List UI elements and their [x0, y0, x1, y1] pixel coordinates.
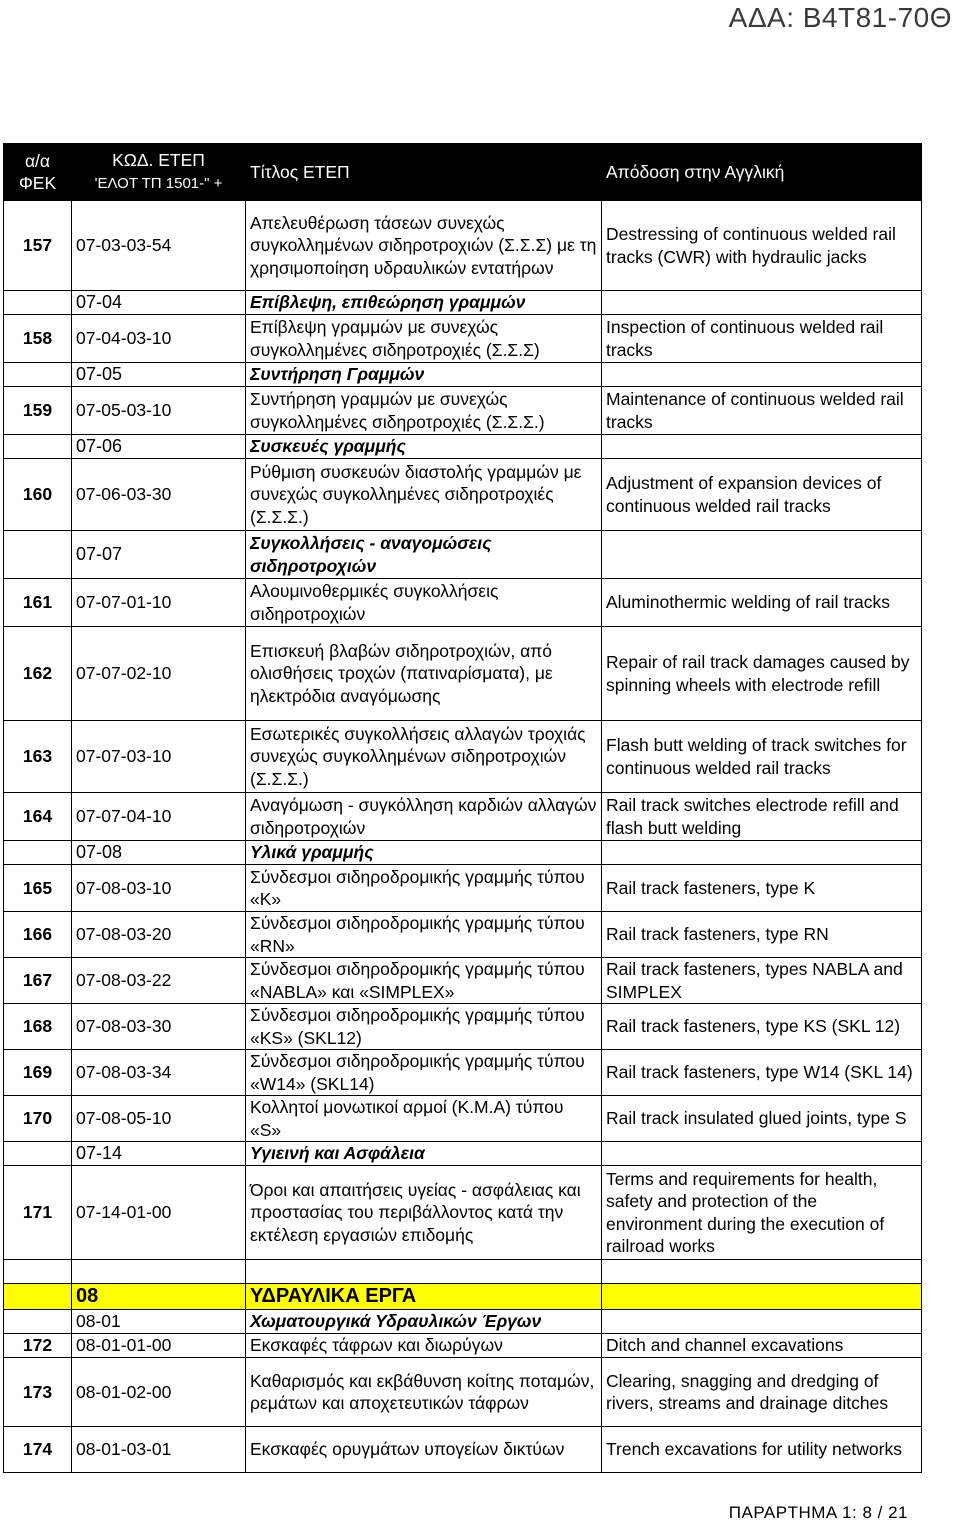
row-english: Aluminothermic welding of rail tracks	[602, 579, 922, 627]
row-english: Flash butt welding of track switches for continuous welded rail tracks	[602, 721, 922, 793]
row-title: Επισκευή βλαβών σιδηροτροχιών, από ολισθήσεις τροχών (πατιναρίσματα), με ηλεκτρόδια αναγόμωσης	[246, 627, 602, 721]
row-code: 08	[72, 1284, 246, 1310]
row-english: Terms and requirements for health, safety and protection of the environment during the execution of railroad works	[602, 1166, 922, 1260]
section-row	[4, 291, 922, 315]
row-code: 08-01-03-01	[72, 1427, 246, 1473]
etep-table	[3, 143, 922, 1473]
row-english: Trench excavations for utility networks	[602, 1427, 922, 1473]
section-row	[4, 435, 922, 459]
row-code: 07-05-03-10	[72, 387, 246, 435]
row-num: 173	[4, 1358, 72, 1427]
table-row	[4, 315, 922, 363]
row-title: Εκσκαφές τάφρων και διωρύγων	[246, 1334, 602, 1358]
header-code: ΚΩΔ. ΕΤΕΠ 'ΕΛΟΤ ΤΠ 1501-" +	[72, 144, 246, 201]
header-english: Απόδοση στην Αγγλική	[602, 144, 922, 201]
row-code: 07-07-04-10	[72, 793, 246, 841]
row-num	[4, 1310, 72, 1334]
table-row	[4, 387, 922, 435]
row-code: 08-01-01-00	[72, 1334, 246, 1358]
row-english: Rail track fasteners, type W14 (SKL 14)	[602, 1050, 922, 1096]
row-num: 158	[4, 315, 72, 363]
header-title: Τίτλος ΕΤΕΠ	[246, 144, 602, 201]
row-title: Κολλητοί μονωτικοί αρμοί (Κ.Μ.Α) τύπου «S»	[246, 1096, 602, 1142]
row-english	[602, 841, 922, 865]
table-row	[4, 579, 922, 627]
row-num	[4, 841, 72, 865]
table-row	[4, 1050, 922, 1096]
row-code: 07-05	[72, 363, 246, 387]
row-code: 07-06	[72, 435, 246, 459]
table-row	[4, 1004, 922, 1050]
row-num: 170	[4, 1096, 72, 1142]
section-row	[4, 1142, 922, 1166]
row-title: Συντήρηση Γραμμών	[246, 363, 602, 387]
row-english: Destressing of continuous welded rail tracks (CWR) with hydraulic jacks	[602, 201, 922, 291]
chapter-row	[4, 1284, 922, 1310]
row-english	[602, 291, 922, 315]
row-english: Adjustment of expansion devices of continuous welded rail tracks	[602, 459, 922, 531]
row-code: 07-07	[72, 531, 246, 579]
section-row	[4, 841, 922, 865]
row-english	[602, 1142, 922, 1166]
row-title: Αλουμινοθερμικές συγκολλήσεις σιδηροτροχιών	[246, 579, 602, 627]
row-num: 164	[4, 793, 72, 841]
row-title: Σύνδεσμοι σιδηροδρομικής γραμμής τύπου «KS» (SKL12)	[246, 1004, 602, 1050]
row-num: 174	[4, 1427, 72, 1473]
table-row	[4, 1334, 922, 1358]
row-english: Rail track fasteners, types NABLA and SIMPLEX	[602, 958, 922, 1004]
row-num	[4, 363, 72, 387]
row-num: 166	[4, 912, 72, 958]
row-num: 161	[4, 579, 72, 627]
row-title: Ρύθμιση συσκευών διαστολής γραμμών με συνεχώς συγκολλημένες σιδηροτροχιές (Σ.Σ.Σ.)	[246, 459, 602, 531]
row-code: 08-01	[72, 1310, 246, 1334]
row-code: 07-04-03-10	[72, 315, 246, 363]
row-english	[602, 1310, 922, 1334]
row-code: 07-08-03-34	[72, 1050, 246, 1096]
table-row	[4, 793, 922, 841]
row-num: 167	[4, 958, 72, 1004]
table-row	[4, 912, 922, 958]
row-num: 172	[4, 1334, 72, 1358]
table-row	[4, 201, 922, 291]
row-code: 07-07-02-10	[72, 627, 246, 721]
table-row	[4, 1358, 922, 1427]
row-english	[602, 363, 922, 387]
row-code: 07-08-05-10	[72, 1096, 246, 1142]
row-title: Χωματουργικά Υδραυλικών Έργων	[246, 1310, 602, 1334]
table-row	[4, 1166, 922, 1260]
row-num	[4, 435, 72, 459]
row-english: Ditch and channel excavations	[602, 1334, 922, 1358]
table-row	[4, 721, 922, 793]
row-num: 171	[4, 1166, 72, 1260]
row-num: 165	[4, 865, 72, 912]
row-code: 07-04	[72, 291, 246, 315]
section-row	[4, 531, 922, 579]
table-row	[4, 627, 922, 721]
spacer-row	[4, 1260, 922, 1284]
row-code: 07-14	[72, 1142, 246, 1166]
row-english	[602, 435, 922, 459]
row-num: 157	[4, 201, 72, 291]
row-english: Rail track fasteners, type RN	[602, 912, 922, 958]
row-title: ΥΔΡΑΥΛΙΚΑ ΕΡΓΑ	[246, 1284, 602, 1310]
row-code: 07-08-03-30	[72, 1004, 246, 1050]
section-row	[4, 1310, 922, 1334]
row-title: Απελευθέρωση τάσεων συνεχώς συγκολλημένων σιδηροτροχιών (Σ.Σ.Σ) με τη χρησιμοποίηση υδραυλικών εντατήρων	[246, 201, 602, 291]
row-code: 07-08-03-10	[72, 865, 246, 912]
row-code: 07-07-03-10	[72, 721, 246, 793]
header-row	[4, 144, 922, 201]
row-title: Αναγόμωση - συγκόλληση καρδιών αλλαγών σιδηροτροχιών	[246, 793, 602, 841]
row-num	[4, 291, 72, 315]
table-row	[4, 958, 922, 1004]
row-title: Όροι και απαιτήσεις υγείας - ασφάλειας και προστασίας του περιβάλλοντος κατά την εκτέλεση εργασιών επιδομής	[246, 1166, 602, 1260]
row-num: 159	[4, 387, 72, 435]
row-title: Επίβλεψη γραμμών με συνεχώς συγκολλημένες σιδηροτροχιές (Σ.Σ.Σ)	[246, 315, 602, 363]
row-english: Rail track switches electrode refill and flash butt welding	[602, 793, 922, 841]
row-title: Σύνδεσμοι σιδηροδρομικής γραμμής τύπου «NABLA» και «SIMPLEX»	[246, 958, 602, 1004]
header-num: α/α ΦΕΚ	[4, 144, 72, 201]
row-code: 07-08	[72, 841, 246, 865]
row-num	[4, 531, 72, 579]
row-title: Υλικά γραμμής	[246, 841, 602, 865]
row-title: Εσωτερικές συγκολλήσεις αλλαγών τροχιάς συνεχώς συγκολλημένων σιδηροτροχιών (Σ.Σ.Σ.)	[246, 721, 602, 793]
row-title: Συσκευές γραμμής	[246, 435, 602, 459]
row-english: Rail track fasteners, type K	[602, 865, 922, 912]
row-num: 162	[4, 627, 72, 721]
row-code: 08-01-02-00	[72, 1358, 246, 1427]
row-code: 07-07-01-10	[72, 579, 246, 627]
row-english: Rail track fasteners, type KS (SKL 12)	[602, 1004, 922, 1050]
row-title: Σύνδεσμοι σιδηροδρομικής γραμμής τύπου «K»	[246, 865, 602, 912]
row-english: Rail track insulated glued joints, type S	[602, 1096, 922, 1142]
table-row	[4, 1427, 922, 1473]
row-num: 169	[4, 1050, 72, 1096]
table-row	[4, 1096, 922, 1142]
row-num: 168	[4, 1004, 72, 1050]
row-english: Clearing, snagging and dredging of rivers, streams and drainage ditches	[602, 1358, 922, 1427]
section-row	[4, 363, 922, 387]
ada-stamp: ΑΔΑ: Β4Τ81-70Θ	[728, 2, 952, 33]
row-code: 07-14-01-00	[72, 1166, 246, 1260]
table-row	[4, 459, 922, 531]
row-title: Εκσκαφές ορυγμάτων υπογείων δικτύων	[246, 1427, 602, 1473]
row-title: Επίβλεψη, επιθεώρηση γραμμών	[246, 291, 602, 315]
row-title: Καθαρισμός και εκβάθυνση κοίτης ποταμών, ρεμάτων και αποχετευτικών τάφρων	[246, 1358, 602, 1427]
row-title: Σύνδεσμοι σιδηροδρομικής γραμμής τύπου «RN»	[246, 912, 602, 958]
row-english: Inspection of continuous welded rail tracks	[602, 315, 922, 363]
row-english	[602, 531, 922, 579]
row-code: 07-08-03-20	[72, 912, 246, 958]
page-footer: ΠΑΡΑΡΤΗΜΑ 1: 8 / 21	[728, 1503, 908, 1522]
row-code: 07-03-03-54	[72, 201, 246, 291]
row-english: Maintenance of continuous welded rail tracks	[602, 387, 922, 435]
row-code: 07-08-03-22	[72, 958, 246, 1004]
row-title: Συντήρηση γραμμών με συνεχώς συγκολλημένες σιδηροτροχιές (Σ.Σ.Σ.)	[246, 387, 602, 435]
row-num	[4, 1284, 72, 1310]
row-num: 160	[4, 459, 72, 531]
row-num	[4, 1142, 72, 1166]
row-code: 07-06-03-30	[72, 459, 246, 531]
row-english: Repair of rail track damages caused by spinning wheels with electrode refill	[602, 627, 922, 721]
row-english	[602, 1284, 922, 1310]
row-num: 163	[4, 721, 72, 793]
row-title: Συγκολλήσεις - αναγομώσεις σιδηροτροχιών	[246, 531, 602, 579]
row-title: Σύνδεσμοι σιδηροδρομικής γραμμής τύπου «W14» (SKL14)	[246, 1050, 602, 1096]
table-row	[4, 865, 922, 912]
row-title: Υγιεινή και Ασφάλεια	[246, 1142, 602, 1166]
